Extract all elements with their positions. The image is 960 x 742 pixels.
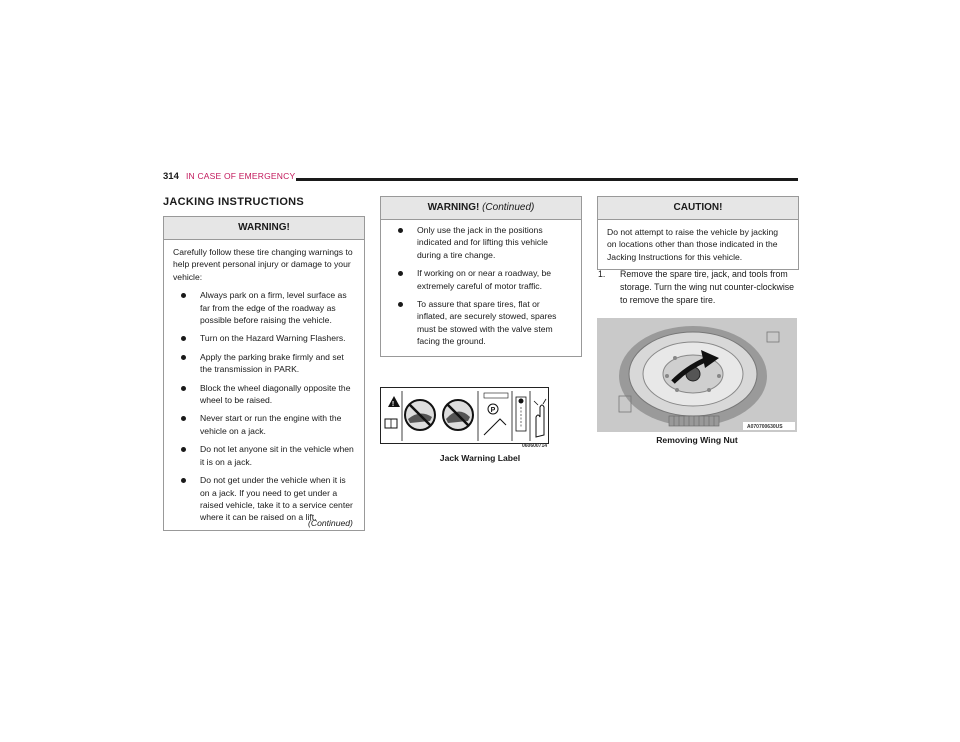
- list-item: Never start or run the engine with the vehicle on a jack.: [173, 412, 355, 437]
- spare-tire-image: [597, 318, 797, 432]
- page-number: 314: [163, 171, 179, 182]
- continued-label: (Continued): [308, 518, 353, 528]
- caution-text: Do not attempt to raise the vehicle by jacking on locations other than those indicated in the Jacking Instructions for this vehicle.: [607, 227, 779, 262]
- caution-box: [597, 196, 799, 270]
- warning-continued-list: [390, 224, 572, 348]
- warning-heading: WARNING!: [164, 217, 364, 240]
- jack-warning-label-figure: [380, 387, 580, 477]
- figure-id: A070700630US: [747, 424, 783, 430]
- warning-intro: Carefully follow these tire changing warnings to help prevent personal injury or damage to your vehicle:: [173, 247, 353, 282]
- list-item: Do not get under the vehicle when it is on a jack. If you need to get under a raised vehicle, take it to a service center where it can be raised on a lift.: [173, 474, 355, 524]
- figure-caption: Jack Warning Label: [439, 453, 521, 463]
- list-item: If working on or near a roadway, be extremely careful of motor traffic.: [390, 267, 572, 292]
- list-item: Always park on a firm, level surface as far from the edge of the roadway as possible before raising the vehicle.: [173, 289, 355, 326]
- no-person-under-vehicle-icon: [405, 400, 435, 430]
- svg-text:!: !: [391, 401, 395, 408]
- section-name: IN CASE OF EMERGENCY: [186, 171, 296, 181]
- step-1: [598, 268, 798, 307]
- warning-continued-heading: WARNING! (Continued): [381, 197, 581, 220]
- list-item: To assure that spare tires, flat or inflated, are securely stowed, spares must be stowed with the valve stem facing the ground.: [390, 298, 572, 348]
- no-engine-running-icon: [443, 400, 473, 430]
- wing-nut-figure: [597, 318, 797, 448]
- warning-box: [163, 216, 365, 531]
- header-rule: [296, 178, 798, 181]
- figure-caption: Removing Wing Nut: [656, 435, 738, 445]
- warning-list: [173, 289, 355, 524]
- list-item: Block the wheel diagonally opposite the wheel to be raised.: [173, 382, 355, 407]
- svg-text:P: P: [490, 407, 496, 414]
- list-item: Do not let anyone sit in the vehicle when it is on a jack.: [173, 443, 355, 468]
- section-title: JACKING INSTRUCTIONS: [163, 196, 305, 208]
- warning-continued-box: [380, 196, 582, 357]
- jack-warning-label-image: [380, 387, 580, 447]
- list-item: Apply the parking brake firmly and set the transmission in PARK.: [173, 351, 355, 376]
- figure-id: 060600714: [522, 443, 548, 449]
- page-header: [163, 171, 798, 185]
- caution-heading: CAUTION!: [598, 197, 798, 220]
- step-text: Remove the spare tire, jack, and tools from storage. Turn the wing nut counter-clockwise to remove the spare tire.: [620, 269, 795, 305]
- list-item: Only use the jack in the positions indicated and for lifting this vehicle during a tire change.: [390, 224, 572, 261]
- list-item: Turn on the Hazard Warning Flashers.: [173, 332, 355, 344]
- step-number: 1.: [598, 269, 606, 279]
